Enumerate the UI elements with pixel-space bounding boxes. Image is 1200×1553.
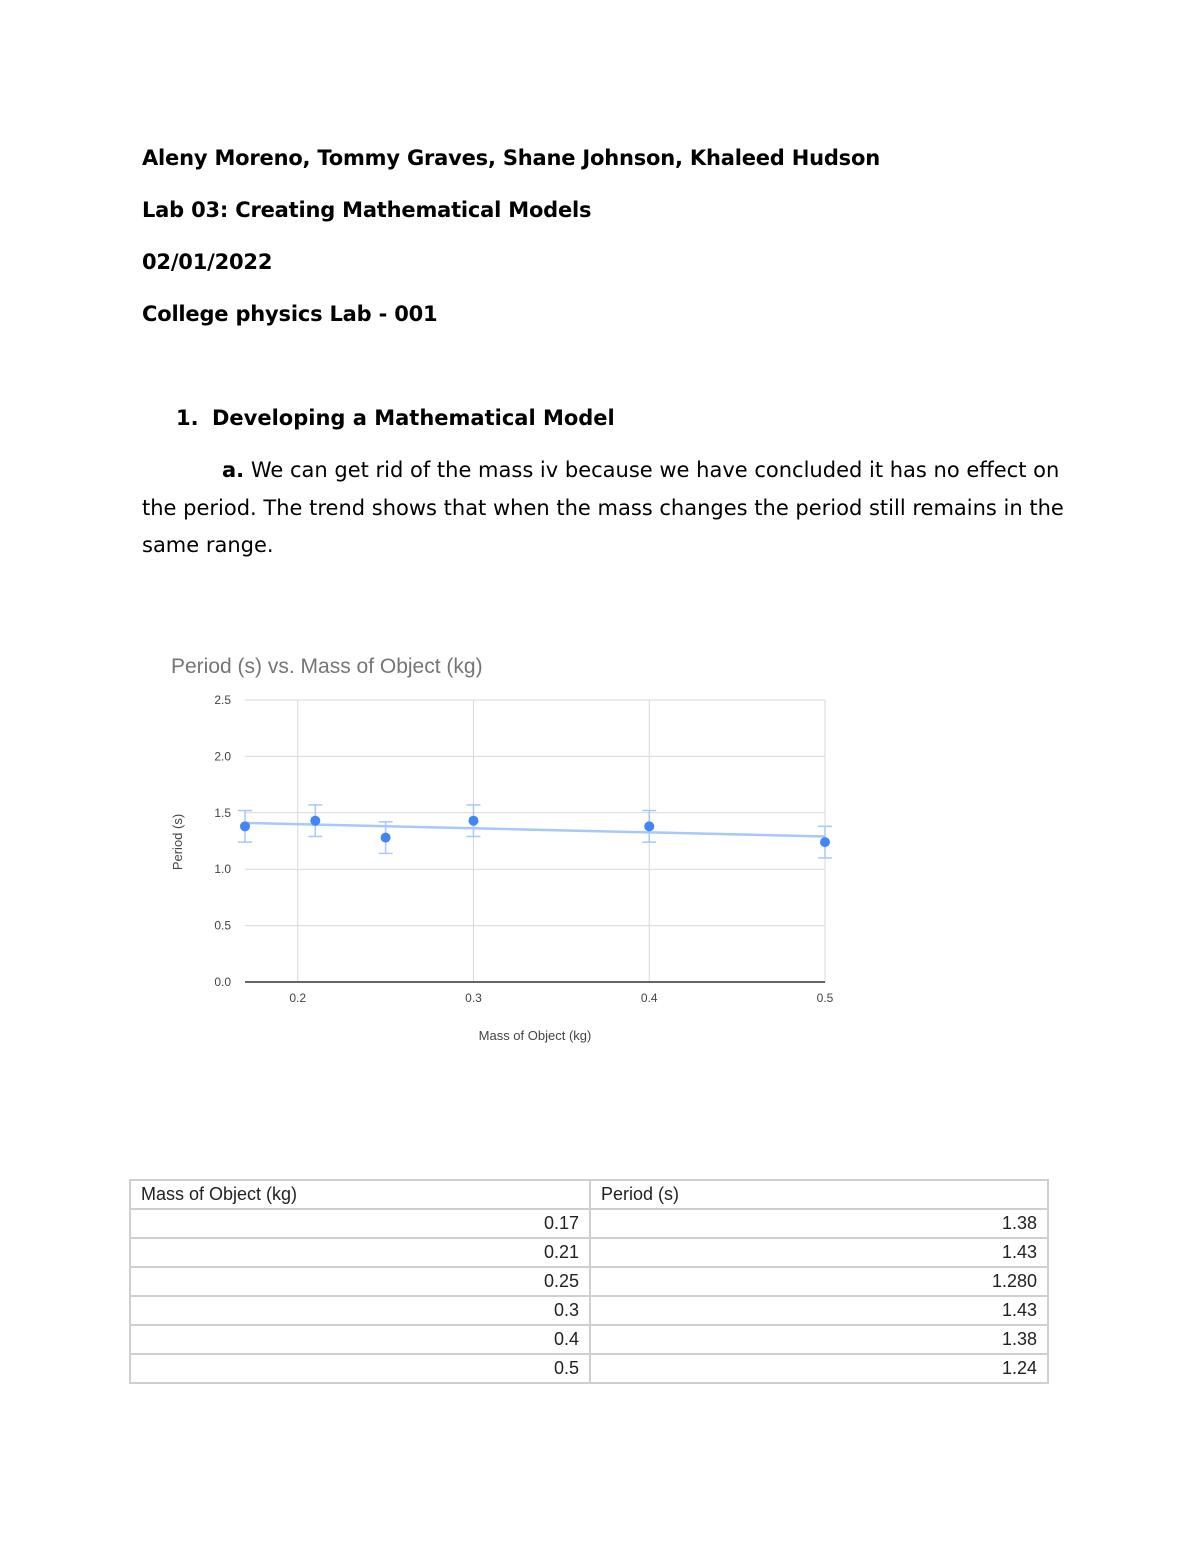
chart-axes <box>214 693 833 1005</box>
x-tick-label: 0.2 <box>289 991 307 1005</box>
table-cell-period: 1.24 <box>590 1354 1048 1383</box>
y-tick-label: 0.5 <box>214 918 231 933</box>
x-axis-label: Mass of Object (kg) <box>478 1028 592 1043</box>
authors-line: Aleny Moreno, Tommy Graves, Shane Johnson, Khaleed Hudson <box>142 146 880 170</box>
data-point <box>240 821 250 831</box>
x-tick-label: 0.5 <box>816 991 834 1005</box>
table-cell-mass: 0.25 <box>130 1267 590 1296</box>
table-cell-period: 1.43 <box>590 1238 1048 1267</box>
table-cell-mass: 0.21 <box>130 1238 590 1267</box>
section-heading <box>176 406 615 430</box>
table-header-period: Period (s) <box>590 1180 1048 1209</box>
paragraph-text: We can get rid of the mass iv because we have concluded it has no effect on the period. The trend shows that when the mass changes the period still remains in the same range. <box>142 458 1064 557</box>
table-header-row <box>130 1180 1048 1209</box>
y-tick-label: 1.5 <box>214 805 231 820</box>
section-title: Developing a Mathematical Model <box>212 406 615 430</box>
table-row <box>130 1209 1048 1238</box>
answer-paragraph <box>142 452 1072 565</box>
y-axis-label: Period (s) <box>170 813 185 871</box>
table-cell-mass: 0.3 <box>130 1296 590 1325</box>
section-number: 1. <box>176 406 199 430</box>
table-cell-mass: 0.5 <box>130 1354 590 1383</box>
y-tick-label: 2.0 <box>214 749 231 764</box>
trendline <box>245 823 825 837</box>
y-tick-label: 2.5 <box>214 693 231 707</box>
x-tick-label: 0.3 <box>465 991 482 1005</box>
chart-trendline-group <box>245 823 825 837</box>
table-header-mass: Mass of Object (kg) <box>130 1180 590 1209</box>
data-point <box>310 816 320 826</box>
lab-date: 02/01/2022 <box>142 250 273 274</box>
x-tick-label: 0.4 <box>640 991 658 1005</box>
data-table <box>129 1179 1049 1384</box>
data-point <box>644 821 654 831</box>
table-row <box>130 1238 1048 1267</box>
table-cell-period: 1.43 <box>590 1296 1048 1325</box>
paragraph-marker: a. <box>222 458 245 482</box>
table-cell-mass: 0.17 <box>130 1209 590 1238</box>
data-point <box>381 833 391 843</box>
table-row <box>130 1354 1048 1383</box>
table-row <box>130 1325 1048 1354</box>
table-cell-period: 1.280 <box>590 1267 1048 1296</box>
y-tick-label: 1.0 <box>214 862 231 877</box>
chart-svg <box>160 640 860 1060</box>
period-vs-mass-chart <box>160 640 860 1060</box>
table-row <box>130 1267 1048 1296</box>
chart-grid <box>245 700 825 982</box>
table-row <box>130 1296 1048 1325</box>
table-cell-mass: 0.4 <box>130 1325 590 1354</box>
course-name: College physics Lab - 001 <box>142 302 438 326</box>
lab-title: Lab 03: Creating Mathematical Models <box>142 198 592 222</box>
y-tick-label: 0.0 <box>214 975 231 989</box>
table-cell-period: 1.38 <box>590 1209 1048 1238</box>
table-cell-period: 1.38 <box>590 1325 1048 1354</box>
data-point <box>468 816 478 826</box>
data-point <box>820 837 830 847</box>
chart-title: Period (s) vs. Mass of Object (kg) <box>171 655 483 678</box>
